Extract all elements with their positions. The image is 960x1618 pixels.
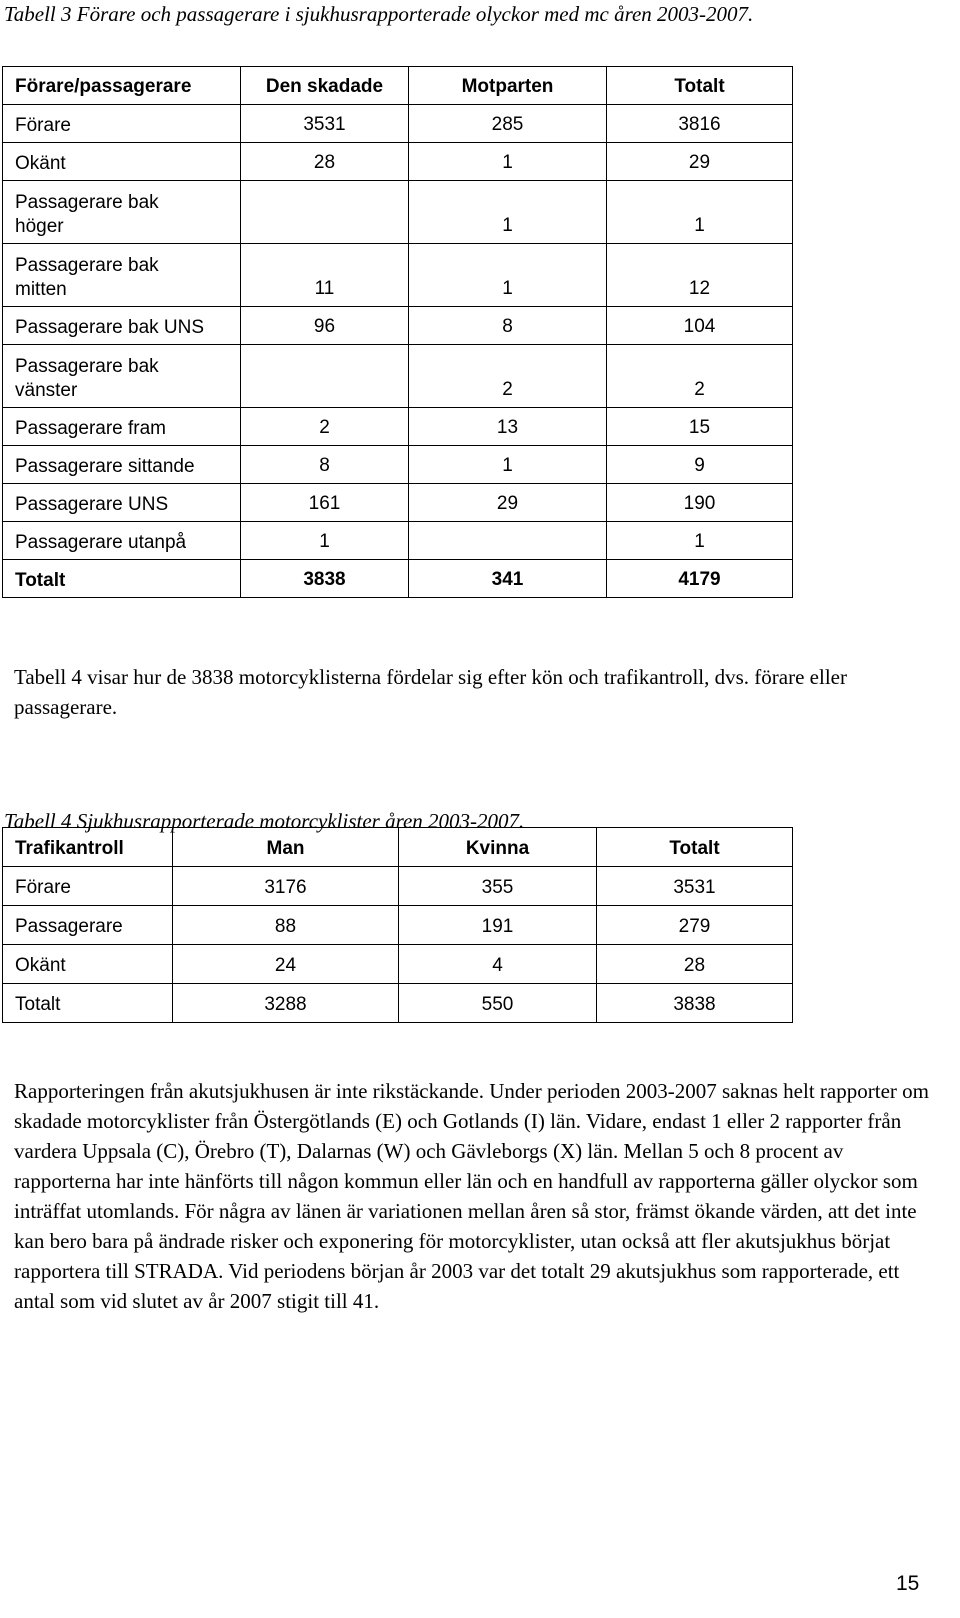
table-cell: 9	[607, 446, 793, 484]
row-label	[3, 244, 241, 307]
table-cell: 2	[409, 345, 607, 408]
table-cell: 24	[173, 945, 399, 984]
row-label	[3, 181, 241, 244]
row-label: Passagerare	[3, 906, 173, 945]
table-cell: 15	[607, 408, 793, 446]
table-cell: 191	[399, 906, 597, 945]
row-label-text: Passagerare bak vänster	[15, 356, 159, 401]
table-cell: 28	[241, 143, 409, 181]
table-cell: 355	[399, 867, 597, 906]
row-label: Passagerare fram	[3, 408, 241, 446]
table4-caption: Tabell 4 Sjukhusrapporterade motorcyklister åren 2003-2007.	[4, 809, 525, 833]
table-row	[3, 345, 793, 408]
table-cell	[409, 522, 607, 560]
table-cell: 3816	[607, 105, 793, 143]
table-cell: 3531	[241, 105, 409, 143]
table4-header-cell: Man	[173, 828, 399, 867]
table-cell: 96	[241, 307, 409, 345]
table-cell: 285	[409, 105, 607, 143]
row-label: Passagerare utanpå	[3, 522, 241, 560]
table-cell: 1	[409, 244, 607, 307]
table3	[2, 66, 793, 598]
body-paragraph: Rapporteringen från akutsjukhusen är inte rikstäckande. Under perioden 2003-2007 saknas helt rapporter om skadade motorcyklister från Östergötlands (E) och Gotlands (I) län. Vidare, endast 1 eller 2 rapporter från vardera Uppsala (C), Örebro (T), Dalarnas (W) och Gävleborgs (X) län. Mellan 5 och 8 procent av rapporterna har inte hänförts till någon kommun eller län och en handfull av rapporterna gäller olyckor som inträffat utomlands. För några av länen är variationen mellan åren så stor, främst ökande värden, att det inte kan bero bara på ändrade risker och exponering för motorcyklister, utan också att fler akutsjukhus börjat rapportera till STRADA. Vid periodens början år 2003 var det totalt 29 akutsjukhus som rapporterade, ett antal som vid slutet av år 2007 stigit till 41.	[14, 1079, 929, 1313]
table-row	[3, 143, 793, 181]
table-cell: 3176	[173, 867, 399, 906]
table3-header-cell: Totalt	[607, 67, 793, 105]
table-cell: 1	[607, 181, 793, 244]
table-cell: 4179	[607, 560, 793, 598]
page-number: 15	[896, 1572, 920, 1595]
table-row	[3, 906, 793, 945]
row-label	[3, 345, 241, 408]
table-row	[3, 984, 793, 1023]
table4-header-row	[3, 828, 793, 867]
table-row	[3, 867, 793, 906]
table-cell: 1	[409, 181, 607, 244]
table3-header-cell: Den skadade	[241, 67, 409, 105]
table-cell: 13	[409, 408, 607, 446]
table-cell	[241, 345, 409, 408]
table-cell: 2	[241, 408, 409, 446]
table-cell: 3288	[173, 984, 399, 1023]
table-cell: 550	[399, 984, 597, 1023]
row-label: Förare	[3, 105, 241, 143]
table-cell: 3531	[597, 867, 793, 906]
table-row	[3, 522, 793, 560]
row-label-text: Passagerare bak höger	[15, 192, 159, 237]
table-row	[3, 181, 793, 244]
row-label: Passagerare bak UNS	[3, 307, 241, 345]
table-cell: 1	[241, 522, 409, 560]
table-cell: 1	[409, 143, 607, 181]
table3-caption: Tabell 3 Förare och passagerare i sjukhusrapporterade olyckor med mc åren 2003-2007.	[4, 2, 754, 26]
table-cell: 29	[409, 484, 607, 522]
table-cell: 2	[607, 345, 793, 408]
table-cell: 8	[409, 307, 607, 345]
table-row	[3, 105, 793, 143]
table-cell: 11	[241, 244, 409, 307]
table-cell: 279	[597, 906, 793, 945]
table4-header-cell: Totalt	[597, 828, 793, 867]
row-label: Okänt	[3, 945, 173, 984]
table-cell: 1	[409, 446, 607, 484]
table4	[2, 827, 793, 1023]
row-label: Totalt	[3, 560, 241, 598]
row-label: Okänt	[3, 143, 241, 181]
table-cell: 8	[241, 446, 409, 484]
table-row	[3, 408, 793, 446]
table-cell: 28	[597, 945, 793, 984]
row-label: Förare	[3, 867, 173, 906]
table-row	[3, 484, 793, 522]
table-row	[3, 446, 793, 484]
body-paragraph: Tabell 4 visar hur de 3838 motorcyklisterna fördelar sig efter kön och trafikantroll, dvs. förare eller passagerare.	[14, 665, 847, 719]
table-cell: 104	[607, 307, 793, 345]
table-row	[3, 307, 793, 345]
table-cell: 3838	[597, 984, 793, 1023]
table3-header-cell: Förare/passagerare	[3, 67, 241, 105]
table-cell: 4	[399, 945, 597, 984]
table4-header-cell: Kvinna	[399, 828, 597, 867]
table-total-row	[3, 560, 793, 598]
table4-header-cell: Trafikantroll	[3, 828, 173, 867]
table3-header-row	[3, 67, 793, 105]
row-label-text: Passagerare bak mitten	[15, 255, 159, 300]
table-cell: 3838	[241, 560, 409, 598]
table3-header-cell: Motparten	[409, 67, 607, 105]
table-cell: 161	[241, 484, 409, 522]
table-row	[3, 244, 793, 307]
row-label: Totalt	[3, 984, 173, 1023]
table-row	[3, 945, 793, 984]
table-cell: 341	[409, 560, 607, 598]
row-label: Passagerare sittande	[3, 446, 241, 484]
table-cell: 12	[607, 244, 793, 307]
table-cell	[241, 181, 409, 244]
table-cell: 190	[607, 484, 793, 522]
row-label: Passagerare UNS	[3, 484, 241, 522]
table-cell: 1	[607, 522, 793, 560]
table-cell: 29	[607, 143, 793, 181]
table-cell: 88	[173, 906, 399, 945]
